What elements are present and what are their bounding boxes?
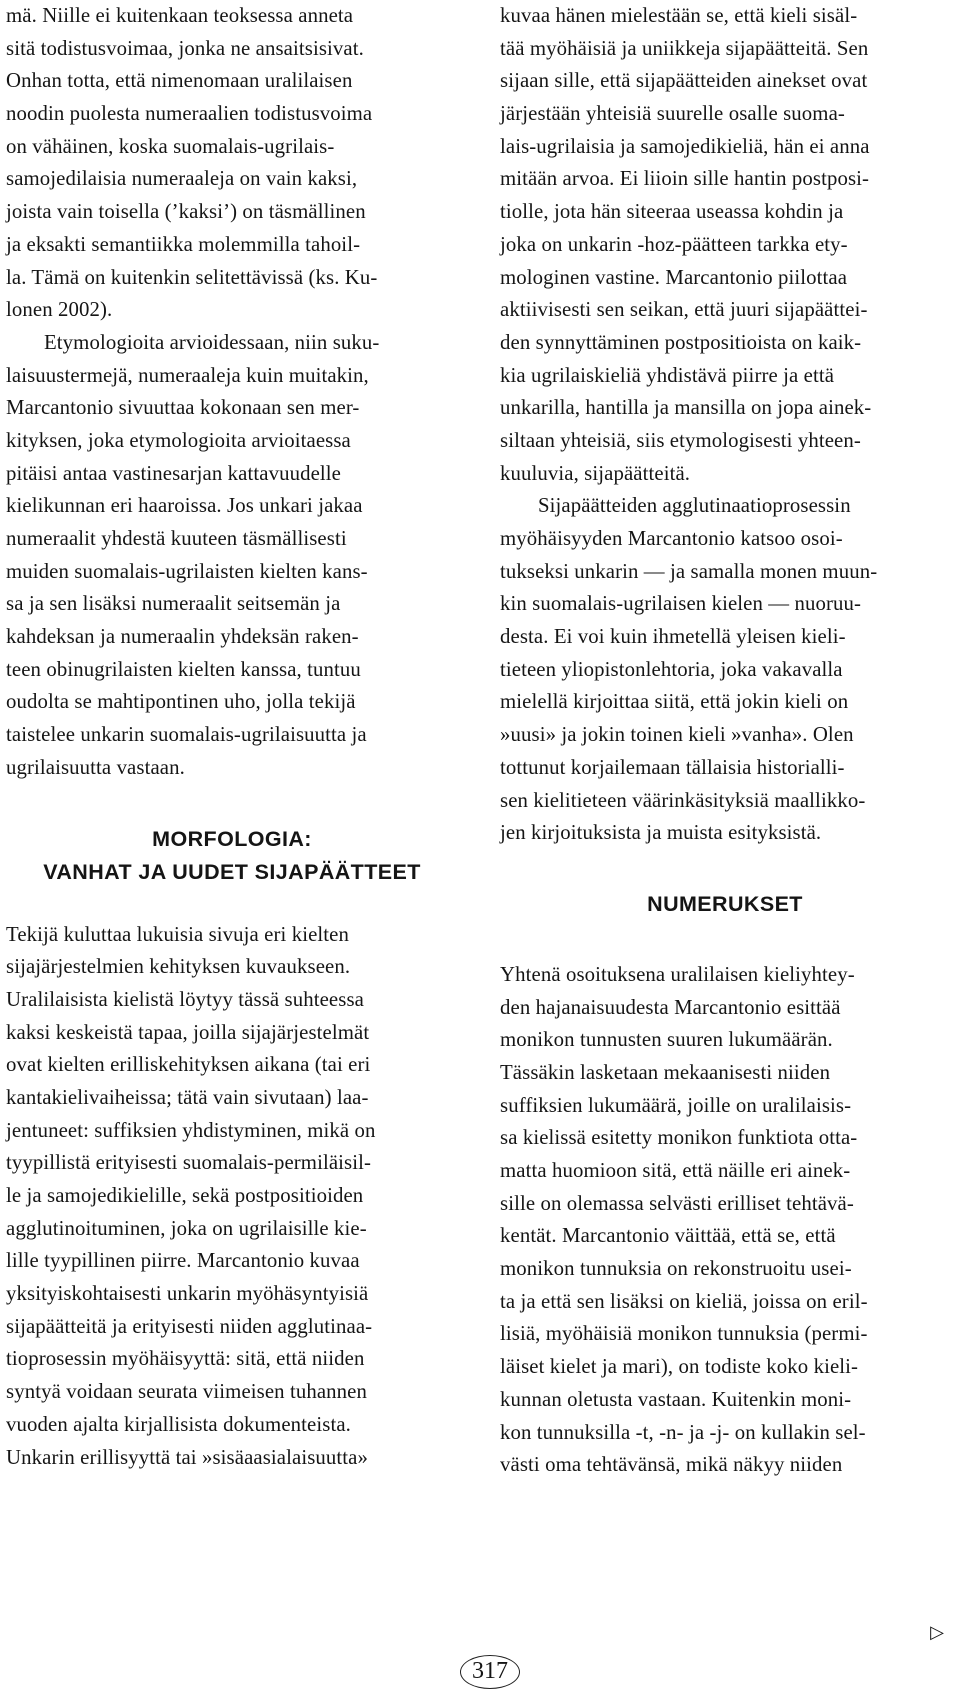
- heading-line-1: MORFOLOGIA:: [152, 826, 312, 851]
- text-line: kentät. Marcantonio väittää, että se, että: [500, 1224, 836, 1248]
- text-line: den synnyttäminen postpositioista on kaik-: [500, 330, 862, 354]
- text-line: tyypillistä erityisesti suomalais-permiläisil-: [6, 1151, 372, 1175]
- text-line: ta ja että sen lisäksi on kieliä, joissa on eril-: [500, 1289, 868, 1313]
- text-line: Sijapäätteiden agglutinaatioprosessin: [538, 494, 851, 518]
- text-line: lille tyypillinen piirre. Marcantonio kuvaa: [6, 1249, 360, 1273]
- text-line: tää myöhäisiä ja uniikkeja sijapäätteitä. Sen: [500, 36, 869, 60]
- text-line: kon tunnuksilla -t, -n- ja -j- on kullakin sel-: [500, 1420, 866, 1444]
- text-line: Marcantonio sivuuttaa kokonaan sen mer-: [6, 396, 360, 420]
- text-line: kantakielivaiheissa; tätä vain sivutaan) laa-: [6, 1085, 369, 1109]
- text-line: kuuluvia, sijapäätteitä.: [500, 461, 691, 485]
- text-line: monikon tunnusten suuren lukumäärän.: [500, 1028, 833, 1052]
- text-line: sijajärjestelmien kehityksen kuvaukseen.: [6, 955, 351, 979]
- text-line: sille on olemassa selvästi erilliset tehtävä-: [500, 1191, 854, 1215]
- text-line: jentuneet: suffiksien yhdistyminen, mikä on: [6, 1118, 376, 1142]
- section-heading-morphology: [6, 823, 458, 889]
- text-line: den hajanaisuudesta Marcantonio esittää: [500, 995, 841, 1019]
- text-line: järjestään yhteisiä suurelle osalle suoma-: [500, 102, 845, 126]
- text-line: mologinen vastine. Marcantonio piilottaa: [500, 265, 848, 289]
- paragraph-morphology: [6, 919, 458, 1475]
- text-line: yksityiskohtaisesti unkarin myöhäsyntyisiä: [6, 1282, 369, 1306]
- text-line: sa ja sen lisäksi numeraalit seitsemän ja: [6, 592, 341, 616]
- continue-arrow-icon: ▷: [930, 1622, 944, 1643]
- text-line: matta huomioon sitä, että näille eri ainek-: [500, 1159, 851, 1182]
- left-column: [6, 0, 458, 1474]
- text-line: lonen 2002).: [6, 298, 113, 322]
- text-line: sitä todistusvoimaa, jonka ne ansaitsisivat.: [6, 36, 364, 60]
- text-line: sa kielissä esitetty monikon funktiota otta-: [500, 1126, 858, 1150]
- heading-line-2: VANHAT JA UUDET SIJAPÄÄTTEET: [43, 859, 421, 884]
- text-line: »uusi» ja jokin toinen kieli »vanha». Olen: [500, 723, 854, 747]
- text-line: unkarilla, hantilla ja mansilla on jopa ainek-: [500, 396, 872, 420]
- text-line: on vähäinen, koska suomalais-ugrilais-: [6, 134, 335, 158]
- text-line: Unkarin erillisyyttä tai »sisäaasialaisuutta»: [6, 1445, 368, 1469]
- text-line: tottunut korjailemaan tällaisia historialli-: [500, 755, 845, 779]
- text-line: Uralilaisista kielistä löytyy tässä suhteessa: [6, 987, 364, 1011]
- text-line: agglutinoituminen, joka on ugrilaisille kie-: [6, 1216, 367, 1240]
- text-line: kia ugrilaiskieliä yhdistävä piirre ja että: [500, 363, 835, 387]
- text-line: teen obinugrilaisten kielten kanssa, tuntuu: [6, 657, 361, 681]
- text-line: taistelee unkarin suomalais-ugrilaisuutta ja: [6, 723, 367, 747]
- text-line: sijaan sille, että sijapäätteiden ainekset ovat: [500, 69, 868, 93]
- paragraph-agglutination: [500, 490, 950, 850]
- text-line: mielellä kirjoittaa siitä, että jokin kieli on: [500, 690, 849, 714]
- paragraph-numerals: [500, 959, 950, 1482]
- text-line: mitään arvoa. Ei liioin sille hantin postposi-: [500, 167, 870, 191]
- text-line: oudolta se mahtipontinen uho, jolla tekijä: [6, 690, 356, 714]
- text-line: joka on unkarin -hoz-päätteen tarkka ety-: [500, 232, 848, 256]
- text-line: kielikunnan eri haaroissa. Jos unkari jakaa: [6, 494, 363, 518]
- text-line: Tekijä kuluttaa lukuisia sivuja eri kielten: [6, 922, 350, 946]
- text-line: kunnan oletusta vastaan. Kuitenkin moni-: [500, 1387, 852, 1411]
- text-line: tioprosessin myöhäisyyttä: sitä, että niiden: [6, 1347, 365, 1371]
- text-line: Yhtenä osoituksena uralilaisen kieliyhtey-: [500, 962, 855, 986]
- text-line: suffiksien lukumäärä, joille on uralilaisis-: [500, 1093, 852, 1117]
- text-line: kin suomalais-ugrilaisen kielen — nuoruu-: [500, 592, 862, 616]
- text-line: samojedilaisia numeraaleja on vain kaksi,: [6, 167, 358, 191]
- text-line: muiden suomalais-ugrilaisten kielten kans-: [6, 559, 368, 583]
- text-line: tieteen yliopistonlehtoria, joka vakavalla: [500, 657, 843, 681]
- text-line: numeraalit yhdestä kuuteen täsmällisesti: [6, 527, 347, 550]
- page-number: 317: [460, 1655, 520, 1689]
- text-line: la. Tämä on kuitenkin selitettävissä (ks. Ku-: [6, 265, 378, 289]
- text-line: pitäisi antaa vastinesarjan kattavuudelle: [6, 461, 341, 485]
- text-line: läiset kielet ja mari), on todiste koko kieli-: [500, 1355, 859, 1379]
- text-line: monikon tunnuksia on rekonstruoitu usei-: [500, 1257, 852, 1281]
- text-line: joista vain toisella (’kaksi’) on täsmällinen: [6, 200, 366, 224]
- text-line: tukseksi unkarin — ja samalla monen muun-: [500, 559, 878, 583]
- text-line: Etymologioita arvioidessaan, niin suku-: [44, 330, 380, 354]
- text-line: siltaan yhteisiä, siis etymologisesti yhteen-: [500, 428, 861, 452]
- text-line: le ja samojedikielille, sekä postpositioiden: [6, 1184, 364, 1207]
- text-line: vuoden ajalta kirjallisista dokumenteista.: [6, 1412, 351, 1436]
- text-line: kahdeksan ja numeraalin yhdeksän raken-: [6, 625, 359, 649]
- text-line: aktiivisesti sen seikan, että juuri sijapäättei-: [500, 298, 868, 322]
- text-line: ja eksakti semantiikka molemmilla tahoil-: [6, 232, 361, 256]
- text-line: lais-ugrilaisia ja samojedikieliä, hän ei anna: [500, 134, 870, 158]
- text-line: tiolle, jota hän siteeraa useassa kohdin ja: [500, 200, 844, 224]
- text-line: noodin puolesta numeraalien todistusvoima: [6, 102, 373, 126]
- section-heading-numerals: NUMERUKSET: [647, 891, 803, 916]
- text-line: sen kielitieteen väärinkäsityksiä maallikko-: [500, 788, 866, 812]
- text-line: syntyä voidaan seurata viimeisen tuhannen: [6, 1380, 368, 1404]
- text-line: mä. Niille ei kuitenkaan teoksessa anneta: [6, 4, 354, 27]
- text-line: ovat kielten erilliskehityksen aikana (tai eri: [6, 1053, 371, 1077]
- text-line: jen kirjoituksista ja muista esityksistä.: [500, 821, 822, 845]
- right-column: [500, 0, 950, 1482]
- text-line: Onhan totta, että nimenomaan uralilaisen: [6, 69, 353, 93]
- text-line: ugrilaisuutta vastaan.: [6, 755, 185, 779]
- paragraph-continued-right: [500, 0, 950, 490]
- text-line: kityksen, joka etymologioita arvioitaessa: [6, 428, 351, 452]
- paragraph-etymology: [6, 327, 458, 785]
- paragraph-continued: [6, 0, 458, 327]
- text-line: myöhäisyyden Marcantonio katsoo osoi-: [500, 527, 843, 550]
- text-line: Tässäkin lasketaan mekaanisesti niiden: [500, 1060, 831, 1084]
- text-line: västi oma tehtävänsä, mikä näkyy niiden: [500, 1453, 843, 1477]
- text-line: desta. Ei voi kuin ihmetellä yleisen kieli-: [500, 625, 846, 649]
- text-line: lisiä, myöhäisiä monikon tunnuksia (permi-: [500, 1322, 868, 1346]
- text-line: kaksi keskeistä tapaa, joilla sijajärjestelmät: [6, 1020, 370, 1044]
- text-line: sijapäätteitä ja erityisesti niiden agglutinaa-: [6, 1314, 373, 1338]
- text-line: kuvaa hänen mielestään se, että kieli sisäl-: [500, 4, 858, 27]
- text-line: laisuustermejä, numeraaleja kuin muitakin,: [6, 363, 369, 387]
